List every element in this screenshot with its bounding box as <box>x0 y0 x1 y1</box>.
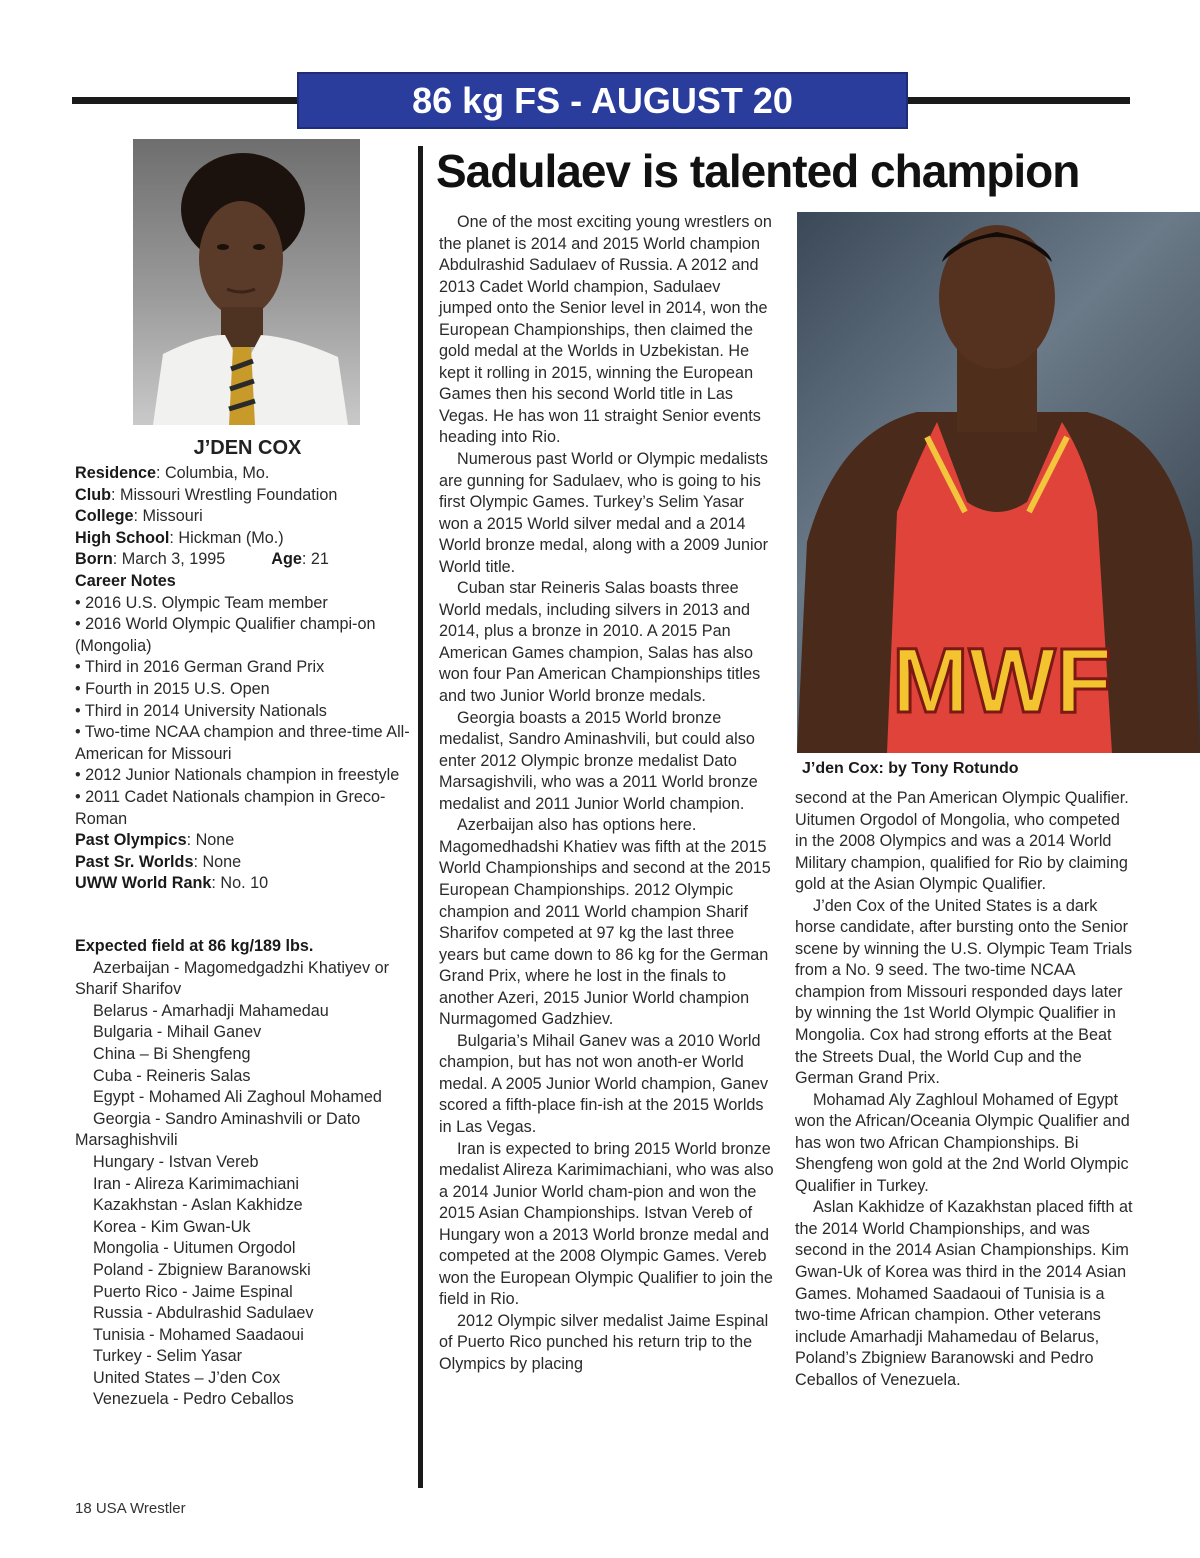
expected-field-list <box>75 958 415 1411</box>
page-folio: 18 USA Wrestler <box>75 1500 186 1517</box>
svg-text:MWF: MWF <box>892 630 1112 732</box>
athlete-name: J’DEN COX <box>193 437 302 459</box>
article-paragraph: Mohamad Aly Zaghloul Mohamed of Egypt won the African/Oceania Olympic Qualifier and has won two African Championships. Bi Shengfeng won gold at the 2nd World Olympic Qualifier in Turkey. <box>795 1090 1130 1195</box>
field-entry: Hungary - Istvan Vereb <box>93 1152 259 1171</box>
photo-caption: J’den Cox: by Tony Rotundo <box>802 760 1019 777</box>
bio-college: College: Missouri <box>75 507 203 526</box>
field-entry: Mongolia - Uitumen Orgodol <box>93 1239 296 1258</box>
article-paragraph: J’den Cox of the United States is a dark horse candidate, after bursting onto the Senior scene by winning the U.S. Olympic Team Trials from a No. 9 seed. The two-time NCAA champion from Missouri responded days later by winning the 1st World Olympic Qualifier in Mongolia. Cox had strong efforts at the Beat the Streets Dual, the World Cup and the German Grand Prix. <box>795 896 1133 1088</box>
field-entry: Russia - Abdulrashid Sadulaev <box>93 1304 314 1323</box>
bio-past-olympics: Past Olympics: None <box>75 831 235 850</box>
athlete-portrait <box>133 139 360 425</box>
career-note: • Two-time NCAA champion and three-time All-American for Missouri <box>75 723 410 763</box>
article-paragraph: Numerous past World or Olympic medalists are gunning for Sadulaev, who is going to his first Olympic Games. Turkey’s Selim Yasar won a 2015 World silver medal and a 2014 World bronze medal, along with a 2009 Junior World title. <box>439 450 769 576</box>
bio-residence: Residence: Columbia, Mo. <box>75 464 270 482</box>
field-entry: Azerbaijan - Magomedgadzhi Khatiyev or Sharif Sharifov <box>75 958 390 999</box>
header-rule-right <box>907 97 1130 104</box>
bio-club: Club: Missouri Wrestling Foundation <box>75 485 338 504</box>
field-entry: Belarus - Amarhadji Mahamedau <box>93 1001 329 1020</box>
field-entry: Turkey - Selim Yasar <box>93 1347 243 1366</box>
field-entry: Puerto Rico - Jaime Espinal <box>93 1282 293 1301</box>
career-note: • Third in 2016 German Grand Prix <box>75 658 325 677</box>
article-paragraph: 2012 Olympic silver medalist Jaime Espinal of Puerto Rico punched his return trip to the Olympics by placing <box>439 1311 769 1373</box>
field-entry: China – Bi Shengfeng <box>93 1044 251 1063</box>
column-divider <box>418 146 423 1488</box>
career-note: • 2012 Junior Nationals champion in freestyle <box>75 766 400 785</box>
article-paragraph: Iran is expected to bring 2015 World bronze medalist Alireza Karimimachiani, who was also a 2014 Junior World cham-pion and won the 2015 Asian Championships. Istvan Vereb of Hungary won a 2013 World bronze medal and competed at the 2008 Olympic Games. Vereb won the European Olympic Qualifier to join the field in Rio. <box>439 1139 774 1309</box>
athlete-bio <box>75 463 415 895</box>
career-notes-heading: Career Notes <box>75 571 176 590</box>
field-entry: Cuba - Reineris Salas <box>93 1066 251 1085</box>
article-column-1 <box>439 212 774 1376</box>
career-note: • Third in 2014 University Nationals <box>75 701 327 720</box>
article-column-2 <box>795 788 1135 1391</box>
bio-high-school: High School: Hickman (Mo.) <box>75 528 284 547</box>
weight-class-banner: 86 kg FS - AUGUST 20 <box>297 72 908 129</box>
expected-field-heading: Expected field at 86 kg/189 lbs. <box>75 937 314 955</box>
career-note: • 2011 Cadet Nationals champion in Greco-Roman <box>75 787 386 828</box>
article-headline: Sadulaev is talented champion <box>436 145 1080 197</box>
field-entry: Kazakhstan - Aslan Kakhidze <box>93 1196 303 1215</box>
article-paragraph: Aslan Kakhidze of Kazakhstan placed fifth at the 2014 World Championships, and was second in the 2014 Asian Championships. Kim Gwan-Uk of Korea was third in the 2014 Asian Games. Mohamed Saadaoui of Tunisia is a two-time African champion. Other veterans include Amarhadji Mahamedau of Belarus, Poland’s Zbigniew Baranowski and Pedro Ceballos of Venezuela. <box>795 1198 1133 1389</box>
article-paragraph: Azerbaijan also has options here. Magomedhadshi Khatiev was fifth at the 2015 World Championships and second at the 2015 European Championships. 2012 Olympic champion and 2011 World champion Sharif Sharifov competed at 97 kg the last three years but came down to 86 kg for the German Grand Prix, where he lost in the finals to another Azeri, 2015 Junior World champion Nurmagomed Gadzhiev. <box>439 816 771 1029</box>
expected-field <box>75 936 415 1411</box>
career-note: • Fourth in 2015 U.S. Open <box>75 679 270 698</box>
career-note: • 2016 U.S. Olympic Team member <box>75 593 328 612</box>
action-photo <box>797 212 1200 753</box>
field-entry: Iran - Alireza Karimimachiani <box>93 1174 300 1193</box>
field-entry: Korea - Kim Gwan-Uk <box>93 1217 251 1236</box>
article-paragraph: Bulgaria’s Mihail Ganev was a 2010 World champion, but has not won anoth-er World medal. A 2005 Junior World champion, Ganev scored a fifth-place fin-ish at the 2015 Worlds in Las Vegas. <box>439 1031 769 1136</box>
field-entry: Tunisia - Mohamed Saadaoui <box>93 1325 304 1344</box>
field-entry: Poland - Zbigniew Baranowski <box>93 1260 311 1279</box>
bio-born-age: Born: March 3, 1995 Age: 21 <box>75 550 329 569</box>
field-entry: Georgia - Sandro Aminashvili or Dato Marsaghishvili <box>75 1109 361 1150</box>
bio-world-rank: UWW World Rank: No. 10 <box>75 874 269 893</box>
career-note: • 2016 World Olympic Qualifier champi-on (Mongolia) <box>75 615 376 655</box>
article-paragraph: One of the most exciting young wrestlers on the planet is 2014 and 2015 World champion Abdulrashid Sadulaev of Russia. A 2012 and 2013 Cadet World champion, Sadulaev jumped onto the Senior level in 2014, won the European Championships, then claimed the gold medal at the Worlds in Uzbekistan. He kept it rolling in 2015, winning the European Games then his second World title in Las Vegas. He has won 11 straight Senior events heading into Rio. <box>439 213 772 447</box>
field-entry: United States – J’den Cox <box>93 1368 281 1387</box>
article-paragraph: second at the Pan American Olympic Qualifier. Uitumen Orgodol of Mongolia, who competed in the 2008 Olympics and was a 2014 World Military champion, qualified for Rio by claiming gold at the Asian Olympic Qualifier. <box>795 789 1129 894</box>
field-entry: Bulgaria - Mihail Ganev <box>93 1023 262 1042</box>
article-paragraph: Georgia boasts a 2015 World bronze medalist, Sandro Aminashvili, but could also enter 2012 Olympic bronze medalist Dato Marsagishvili, who was a 2011 World bronze medalist and 2011 Junior World champion. <box>439 708 758 813</box>
article-paragraph: Cuban star Reineris Salas boasts three World medals, including silvers in 2013 and 2014, plus a bronze in 2010. A 2015 Pan American Games champion, Salas has also won four Pan American Championships titles and two Junior World bronze medals. <box>439 579 761 706</box>
header-rule-left <box>72 97 298 104</box>
field-entry: Venezuela - Pedro Ceballos <box>93 1390 294 1409</box>
bio-past-worlds: Past Sr. Worlds: None <box>75 852 242 871</box>
field-entry: Egypt - Mohamed Ali Zaghoul Mohamed <box>93 1088 382 1107</box>
